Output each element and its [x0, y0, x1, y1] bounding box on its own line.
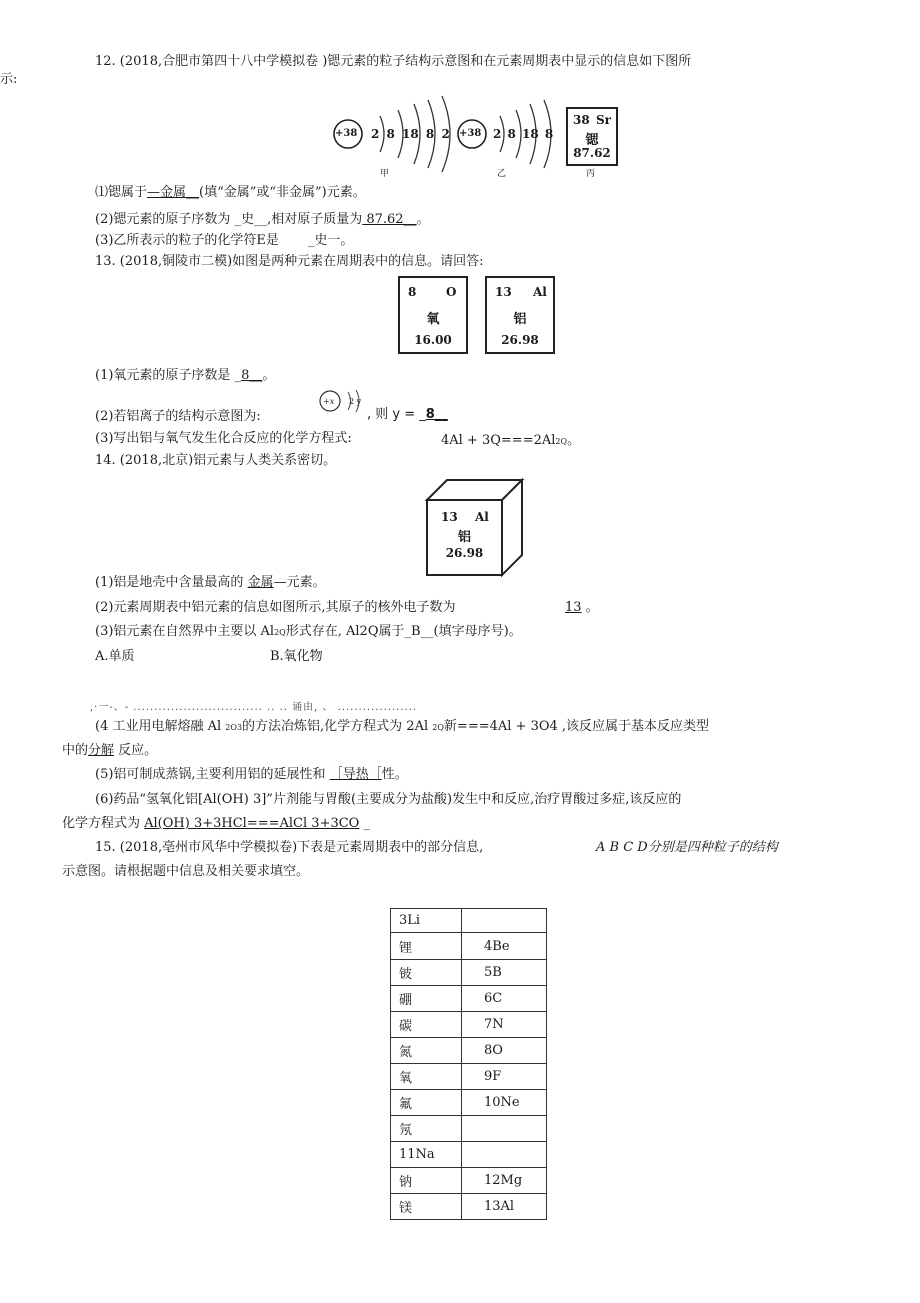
table-cell: 3Li — [391, 909, 462, 933]
q14-part5: (5)铝可制成蒸锅,主要利用铝的延展性和 ［导热［性。 — [95, 767, 408, 782]
q15-header-cont: 示意图。请根据题中信息及相关要求填空。 — [62, 864, 310, 879]
cell-label: 丙 — [586, 169, 596, 179]
table-cell: 氟 — [391, 1090, 462, 1116]
table-row — [391, 933, 547, 960]
q14-part2: (2)元素周期表中铝元素的信息如图所示,其原子的核外电子数为 — [95, 600, 456, 615]
table-cell — [462, 1142, 547, 1168]
table-row — [391, 1142, 547, 1168]
q12-header-cont: 示: — [0, 72, 18, 87]
q14-option-b: B.氧化物 — [270, 649, 323, 664]
q15-header-right: A B C D分别是四种粒子的结构 — [596, 840, 778, 855]
table-cell: 11Na — [391, 1142, 462, 1168]
q13-part1: (1)氧元素的原子序数是 _8__。 — [95, 368, 276, 383]
periodic-table-excerpt — [390, 908, 547, 1220]
table-cell: 9F — [462, 1064, 547, 1090]
atom-a-nucleus: +38 — [335, 128, 358, 139]
table-cell: 12Mg — [462, 1168, 547, 1194]
q12-part2: (2)锶元素的原子序数为 _史__,相对原子质量为 87.62__。 — [95, 212, 430, 227]
q15-header: 15. (2018,亳州市风华中学模拟卷)下表是元素周期表中的部分信息, — [95, 840, 484, 855]
element-symbol: Al — [533, 285, 547, 299]
element-cell-al — [485, 276, 555, 354]
element-name: 铝 — [457, 530, 471, 545]
element-number: 8 — [408, 285, 417, 299]
table-cell: 氧 — [391, 1064, 462, 1090]
table-row — [391, 1194, 547, 1220]
q14-header: 14. (2018,北京)铝元素与人类关系密切。 — [95, 453, 337, 468]
table-cell: 13Al — [462, 1194, 547, 1220]
atom-b-nucleus: +38 — [459, 128, 482, 139]
q13-part3-answer: 4Al + 3Q===2Al2Q。 — [441, 433, 581, 448]
table-cell: 4Be — [462, 933, 547, 960]
q14-part3: (3)铝元素在自然界中主要以 Al2Q形式存在, Al2Q属于_B__(填字母序号)。 — [95, 624, 522, 639]
table-cell — [462, 1116, 547, 1142]
element-symbol: Al — [475, 510, 489, 524]
table-row — [391, 1168, 547, 1194]
q14-part6: (6)药品“氢氧化铝[Al(OH) 3]”片剂能与胃酸(主要成分为盐酸)发生中和反应,治疗胃酸过多症,该反应的 — [95, 792, 682, 807]
q12-part1: ⑴锶属于—金属__(填“金属”或“非金属”)元素。 — [95, 185, 366, 200]
q14-part4-cont: 中的分解 反应。 — [62, 743, 158, 758]
element-name: 铝 — [513, 312, 527, 327]
table-row — [391, 1064, 547, 1090]
atom-b-label: 乙 — [497, 169, 507, 179]
q13-part2: (2)若铝离子的结构示意图为: — [95, 409, 261, 424]
table-cell: 7N — [462, 1012, 547, 1038]
table-cell: 10Ne — [462, 1090, 547, 1116]
q12-header: 12. (2018,合肥市第四十八中学模拟卷 )锶元素的粒子结构示意图和在元素周期表中显示的信息如下图所 — [95, 54, 692, 69]
element-cell-sr — [566, 107, 618, 166]
table-cell: 碳 — [391, 1012, 462, 1038]
cube-face — [427, 500, 502, 575]
table-cell: 氖 — [391, 1116, 462, 1142]
element-number: 13 — [441, 510, 458, 524]
table-row — [391, 1012, 547, 1038]
q13-header: 13. (2018,铜陵市二模)如图是两种元素在周期表中的信息。请回答: — [95, 254, 484, 269]
table-cell: 硼 — [391, 986, 462, 1012]
atom-b-shells: 2 8 18 8 — [493, 127, 554, 141]
table-cell — [462, 909, 547, 933]
element-number: 13 — [495, 285, 512, 299]
scan-noise-line: ,·一-、- ............................... .. .. 诵由, 、 ................... — [90, 702, 418, 713]
element-mass: 26.98 — [445, 546, 484, 560]
q14-part2-answer: 13 。 — [565, 600, 599, 615]
table-cell: 钠 — [391, 1168, 462, 1194]
q14-part4: (4 工业用电解熔融 Al 2O3的方法冶炼铝,化学方程式为 2Al 2Q新===4Al + 3O4 ,该反应属于基本反应类型 — [95, 719, 710, 734]
table-row — [391, 986, 547, 1012]
element-number: 38 — [573, 113, 590, 127]
element-name: 锶 — [585, 133, 599, 148]
element-symbol: Sr — [596, 113, 611, 127]
ion-nucleus: +x — [323, 397, 335, 406]
table-cell: 8O — [462, 1038, 547, 1064]
element-symbol: O — [446, 285, 457, 299]
table-row — [391, 1116, 547, 1142]
element-mass: 87.62 — [573, 146, 611, 160]
table-cell: 铍 — [391, 960, 462, 986]
q14-option-a: A.单质 — [95, 649, 135, 664]
q14-part6-cont: 化学方程式为 Al(OH) 3+3HCl===AlCl 3+3CO _ — [62, 816, 370, 831]
table-row — [391, 1038, 547, 1064]
table-row — [391, 1090, 547, 1116]
q13-part2-answer: , 则 y = _8__ — [367, 407, 448, 422]
element-mass: 16.00 — [414, 333, 452, 347]
element-cell-o — [398, 276, 468, 354]
q13-part3: (3)写出铝与氧气发生化合反应的化学方程式: — [95, 431, 352, 446]
element-name: 氧 — [426, 312, 440, 327]
table-cell: 镁 — [391, 1194, 462, 1220]
q12-part3: (3)乙所表示的粒子的化学符E是 _史一。 — [95, 233, 354, 248]
atom-a-label: 甲 — [380, 169, 390, 179]
table-cell: 锂 — [391, 933, 462, 960]
table-cell: 氮 — [391, 1038, 462, 1064]
table-cell: 6C — [462, 986, 547, 1012]
table-row — [391, 909, 547, 933]
table-cell: 5B — [462, 960, 547, 986]
element-mass: 26.98 — [501, 333, 539, 347]
atom-a-shells: 2 8 18 8 2 — [371, 127, 450, 141]
q14-part1: (1)铝是地壳中含量最高的 金属—元素。 — [95, 575, 326, 590]
ion-shells: 2 y — [349, 397, 362, 406]
table-row — [391, 960, 547, 986]
